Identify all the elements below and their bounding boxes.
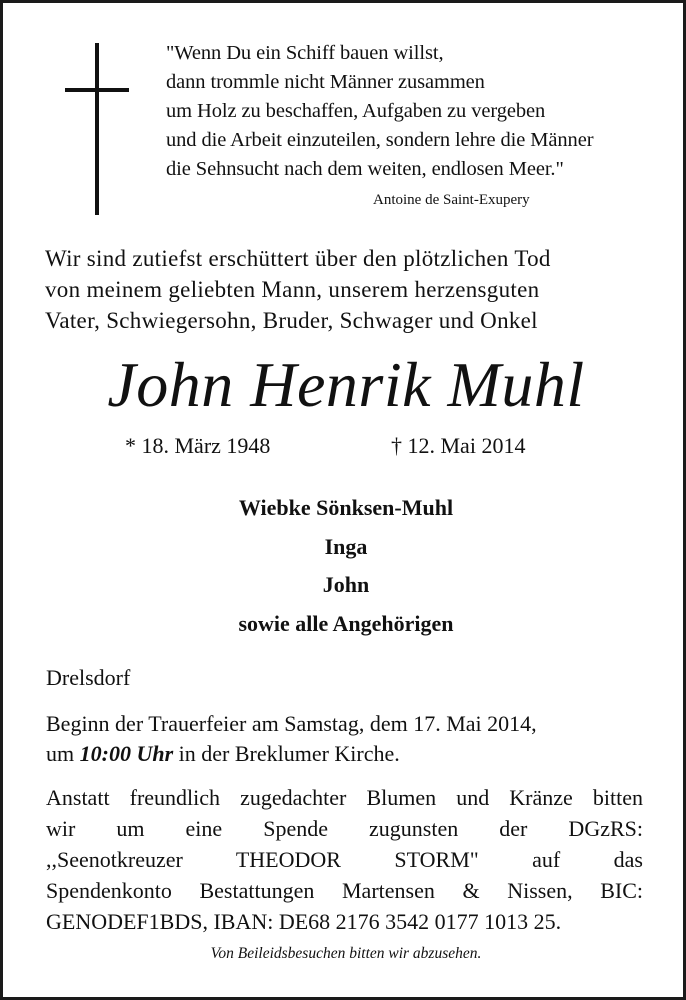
- donation-line: wir um eine Spende zugunsten der DGzRS:: [46, 816, 643, 841]
- cross-icon: [95, 43, 99, 215]
- donation-line: GENODEF1BDS, IBAN: DE68 2176 3542 0177 1013 25.: [46, 909, 562, 934]
- intro-line: von meinem geliebten Mann, unserem herzensguten: [45, 277, 540, 302]
- footer-note: Von Beileidsbesuchen bitten wir abzusehen.: [210, 945, 482, 962]
- intro-line: Vater, Schwiegersohn, Bruder, Schwager und Onkel: [45, 308, 538, 333]
- quote-author: Antoine de Saint-Exupery: [373, 192, 530, 208]
- service-location: in der Breklumer Kirche.: [173, 741, 400, 766]
- mourner-name: John: [322, 572, 370, 597]
- service-info: [46, 709, 537, 769]
- intro-line: Wir sind zutiefst erschüttert über den plötzlichen Tod: [45, 246, 551, 271]
- cross-icon-bar: [65, 88, 129, 92]
- deceased-name: John Henrik Muhl: [107, 349, 585, 420]
- mourner-name: Wiebke Sönksen-Muhl: [238, 495, 454, 520]
- quote-line: "Wenn Du ein Schiff bauen willst,: [166, 42, 444, 64]
- quote-block: [166, 39, 666, 184]
- service-line: [46, 739, 537, 769]
- service-prefix: um: [46, 741, 80, 766]
- service-line: Beginn der Trauerfeier am Samstag, dem 17. Mai 2014,: [46, 711, 537, 736]
- service-time: 10:00 Uhr: [79, 741, 174, 766]
- quote-line: und die Arbeit einzuteilen, sondern lehre die Männer: [166, 129, 594, 151]
- quote-line: um Holz zu beschaffen, Aufgaben zu vergeben: [166, 100, 546, 122]
- mourner-name: Inga: [324, 533, 368, 559]
- donation-line: Spendenkonto Bestattungen Martensen & Nissen, BIC:: [46, 878, 643, 903]
- donation-info: [46, 782, 643, 937]
- place-name: Drelsdorf: [46, 665, 131, 690]
- birth-date: * 18. März 1948: [125, 433, 271, 458]
- mourners-list: [3, 489, 686, 643]
- donation-line: Anstatt freundlich zugedachter Blumen und Kränze bitten: [46, 785, 643, 810]
- death-date: † 12. Mai 2014: [391, 433, 526, 458]
- intro-text: [45, 243, 645, 336]
- quote-line: die Sehnsucht nach dem weiten, endlosen Meer.": [166, 158, 564, 180]
- quote-line: dann trommle nicht Männer zusammen: [166, 71, 485, 93]
- donation-line: ,,Seenotkreuzer THEODOR STORM" auf das: [46, 847, 643, 872]
- mourner-name: sowie alle Angehörigen: [238, 610, 454, 636]
